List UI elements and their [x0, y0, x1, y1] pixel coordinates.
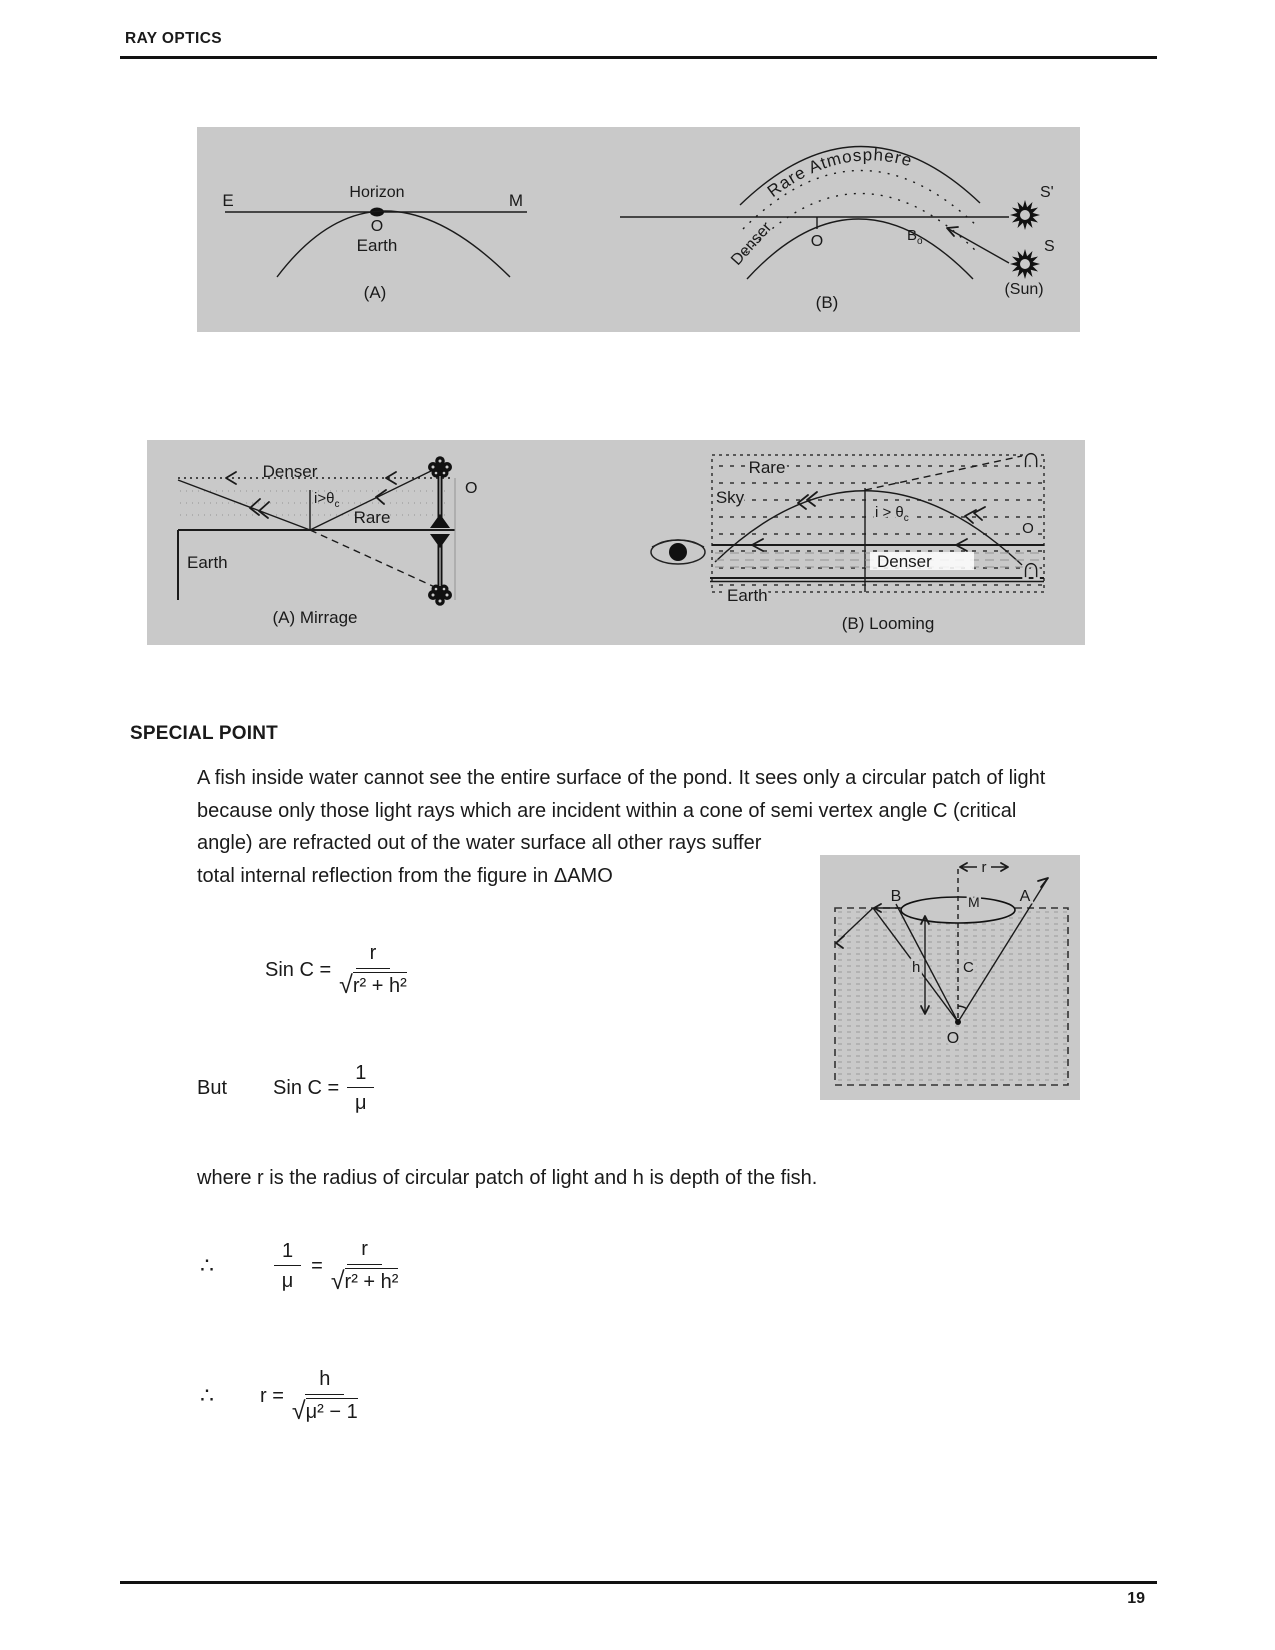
- label-denser: Denser: [728, 219, 776, 269]
- denominator: [339, 969, 407, 998]
- label-denser: Denser: [877, 552, 932, 571]
- label-m: M: [968, 894, 980, 910]
- label-o: O: [370, 218, 384, 235]
- paragraph-line: total internal reflection from the figure in ΔAMO: [197, 864, 613, 887]
- ray-arrowhead: [376, 490, 386, 504]
- page-number: 19: [1127, 1590, 1145, 1607]
- numerator: 1: [347, 1062, 374, 1088]
- numerator: 1: [274, 1240, 301, 1266]
- label-b-naught: $B_o$: [907, 227, 923, 247]
- earth-arc: [747, 219, 973, 279]
- radical-sign: √: [330, 1267, 345, 1295]
- label-o: O: [465, 480, 478, 497]
- paragraph-line: because only those light rays which are incident within a cone of semi vertex angle C (critical: [197, 799, 1017, 822]
- label-c: C: [963, 959, 974, 976]
- label-angle: $i>\theta_c$: [314, 490, 340, 510]
- ray-arrowhead: [1038, 878, 1048, 887]
- ray-arrowhead: [259, 502, 269, 518]
- ray-arrowhead: [250, 499, 260, 515]
- special-point-heading: SPECIAL POINT: [130, 723, 278, 744]
- atmosphere-dotted-arc: [746, 193, 976, 253]
- caption-mirage: (A) Mirrage: [272, 608, 358, 627]
- tree-icon: [428, 456, 452, 528]
- formula-radius-result: [200, 1368, 358, 1424]
- fish-point: [955, 1019, 961, 1025]
- label-sky: Sky: [715, 488, 745, 507]
- label-o: O: [810, 233, 824, 250]
- sun-icon: [1010, 200, 1040, 230]
- looming-image-icon: ∩: [1020, 442, 1042, 473]
- eye-icon: [651, 540, 705, 564]
- denominator: μ: [354, 1092, 367, 1114]
- fish-cone-svg: [820, 855, 1080, 1100]
- label-o: O: [1022, 520, 1034, 537]
- header-rule: [120, 56, 1157, 59]
- object-icon: ∩: [1020, 552, 1042, 583]
- page-header-title: RAY OPTICS: [125, 30, 223, 47]
- equals-sign: =: [311, 1254, 323, 1277]
- label-denser: Denser: [262, 462, 318, 481]
- label-sun: (Sun): [1004, 281, 1044, 298]
- numerator: h: [305, 1368, 344, 1395]
- figure1-svg: [197, 127, 1080, 332]
- formula-sinc-mu: [197, 1062, 374, 1115]
- label-r: r: [981, 859, 987, 876]
- formula-lhs: Sin C =: [273, 1077, 340, 1099]
- caption-b: (B): [815, 293, 839, 312]
- label-earth: Earth: [187, 553, 228, 572]
- label-e: E: [222, 191, 234, 210]
- radical-sign: √: [291, 1397, 306, 1425]
- figure2-box: [147, 440, 1085, 645]
- formula-lhs: r =: [260, 1384, 284, 1407]
- denominator: [292, 1395, 358, 1424]
- fish-cone-figure-box: [820, 855, 1080, 1100]
- radical-sign: √: [339, 971, 353, 999]
- formula-lhs: Sin C =: [265, 958, 332, 981]
- label-s: S: [1044, 238, 1055, 255]
- paragraph-line: A fish inside water cannot see the entire surface of the pond. It sees only a circular patch of light: [197, 767, 1046, 789]
- formula-sinc-geometry: [265, 942, 407, 998]
- denominator: [331, 1265, 399, 1294]
- label-rare: Rare: [748, 458, 786, 477]
- fraction: [347, 1062, 374, 1115]
- footer-rule: [120, 1581, 1157, 1584]
- where-definition-line: where r is the radius of circular patch of light and h is depth of the fish.: [197, 1167, 818, 1189]
- denominator: μ: [281, 1269, 294, 1292]
- label-s-prime: S': [1040, 184, 1054, 201]
- therefore-sign: ∴: [200, 1253, 214, 1278]
- water-region: [835, 908, 1068, 1085]
- label-rare-atmosphere: Rare Atmosphere: [763, 145, 915, 201]
- reflected-ray: [178, 480, 310, 530]
- radicand: r² + h²: [345, 1268, 399, 1294]
- radicand: r² + h²: [353, 972, 407, 998]
- fig2-diagram-b-looming: [651, 442, 1044, 633]
- formula-equate: [200, 1238, 398, 1294]
- fraction: [292, 1368, 358, 1424]
- figure2-svg: [147, 440, 1085, 645]
- virtual-image-dashed-ray: [310, 530, 437, 588]
- fraction: [339, 942, 407, 998]
- fig1-diagram-a: [222, 184, 527, 302]
- numerator: r: [356, 942, 391, 969]
- label-a: A: [1019, 888, 1031, 905]
- label-angle: $i > \theta_c$: [875, 504, 909, 524]
- true-ray-line: [947, 228, 1009, 263]
- label-horizon: Horizon: [349, 184, 405, 201]
- label-h: h: [912, 959, 921, 976]
- paragraph-line: angle) are refracted out of the water surface all other rays suffer: [197, 832, 762, 854]
- label-m: M: [508, 191, 524, 210]
- fraction: [331, 1238, 399, 1294]
- inverted-tree-icon: [428, 534, 452, 606]
- label-earth: Earth: [727, 586, 768, 605]
- formula-intro: But: [197, 1077, 228, 1099]
- fig2-diagram-a-mirage: [178, 456, 477, 627]
- label-rare: Rare: [353, 508, 391, 527]
- sun-icon: [1010, 249, 1040, 279]
- label-b: B: [890, 888, 902, 905]
- figure1-box: [197, 127, 1080, 332]
- therefore-sign: ∴: [200, 1383, 214, 1408]
- caption-a: (A): [363, 283, 387, 302]
- label-o: O: [946, 1030, 960, 1047]
- arrowhead-left: [226, 472, 236, 484]
- radicand: μ² − 1: [306, 1398, 358, 1424]
- fig1-diagram-b: [620, 145, 1055, 312]
- fraction: [274, 1240, 301, 1293]
- caption-looming: (B) Looming: [841, 614, 935, 633]
- numerator: r: [347, 1238, 382, 1265]
- label-earth: Earth: [356, 236, 398, 255]
